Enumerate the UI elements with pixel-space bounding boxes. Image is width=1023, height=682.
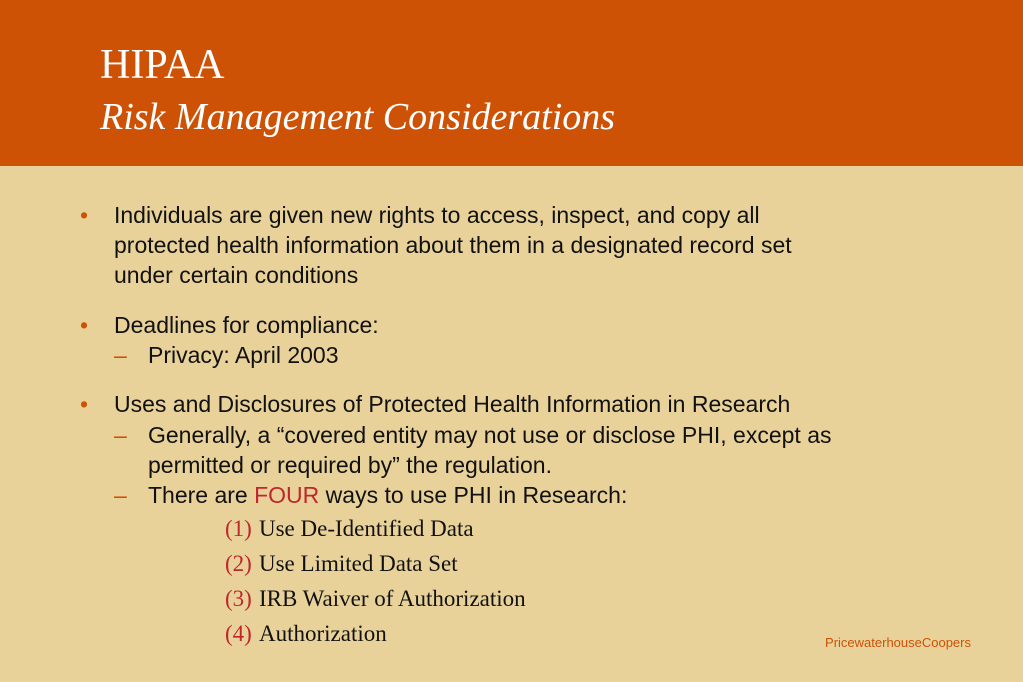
- way-item-2: [225, 549, 458, 579]
- footer-brand: PricewaterhouseCoopers: [825, 635, 971, 650]
- bullet-3-sub-1-line-2: permitted or required by” the regulation.: [148, 452, 552, 478]
- way-number: (3): [225, 586, 252, 611]
- way-text: Use De-Identified Data: [259, 516, 474, 541]
- way-text: Use Limited Data Set: [259, 551, 458, 576]
- slide-title: HIPAA: [100, 42, 225, 88]
- way-number: (2): [225, 551, 252, 576]
- bullet-3-line-1: Uses and Disclosures of Protected Health Information in Research: [114, 391, 791, 417]
- bullet-1-line-2: protected health information about them in a designated record set: [114, 232, 792, 258]
- dash-icon: –: [114, 342, 127, 368]
- way-number: (4): [225, 621, 252, 646]
- way-number: (1): [225, 516, 252, 541]
- bullet-icon: •: [80, 202, 89, 228]
- dash-icon: –: [114, 422, 127, 448]
- bullet-1-line-3: under certain conditions: [114, 262, 359, 288]
- bullet-2-line-1: Deadlines for compliance:: [114, 312, 379, 338]
- way-text: IRB Waiver of Authorization: [259, 586, 526, 611]
- bullet-icon: •: [80, 312, 89, 338]
- sub-2-prefix: There are: [148, 482, 255, 508]
- bullet-icon: •: [80, 391, 89, 417]
- sub-2-suffix: ways to use PHI in Research:: [319, 482, 628, 508]
- bullet-3-sub-1-line-1: Generally, a “covered entity may not use or disclose PHI, except as: [148, 422, 832, 448]
- way-text: Authorization: [259, 621, 387, 646]
- four-highlight: FOUR: [254, 482, 320, 508]
- bullet-1-line-1: Individuals are given new rights to access, inspect, and copy all: [114, 202, 760, 228]
- slide-subtitle: Risk Management Considerations: [100, 96, 616, 138]
- way-item-4: [225, 619, 387, 649]
- way-item-3: [225, 584, 526, 614]
- dash-icon: –: [114, 482, 127, 508]
- bullet-3-sub-2: [148, 480, 627, 510]
- way-item-1: [225, 514, 474, 544]
- bullet-2-sub-1: Privacy: April 2003: [148, 342, 339, 368]
